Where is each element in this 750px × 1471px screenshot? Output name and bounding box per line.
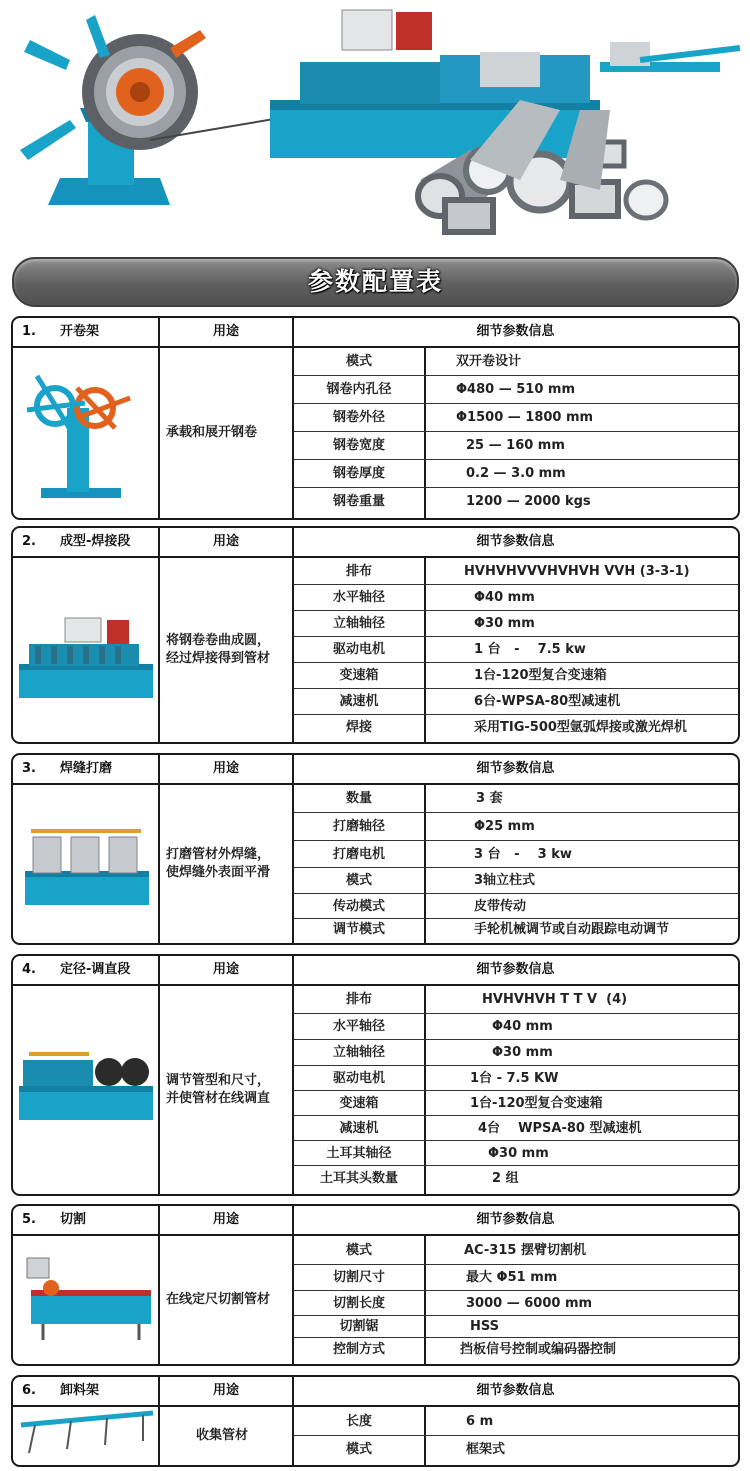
param-row bbox=[294, 1236, 738, 1265]
param-row bbox=[294, 1141, 738, 1166]
param-row bbox=[294, 1407, 738, 1436]
param-key: 减速机 bbox=[339, 694, 379, 709]
param-value: Φ1500 — 1800 mm bbox=[456, 410, 594, 425]
section-number: 2. bbox=[22, 534, 36, 549]
use-header: 用途 bbox=[212, 962, 239, 977]
param-key: 钢卷外径 bbox=[332, 410, 385, 425]
param-value: 框架式 bbox=[466, 1442, 506, 1457]
param-key: 立轴轴径 bbox=[332, 616, 385, 631]
param-value: 6 m bbox=[466, 1414, 494, 1429]
param-value: 3000 — 6000 mm bbox=[466, 1296, 593, 1311]
purpose-text bbox=[160, 986, 291, 1194]
param-key: 钢卷重量 bbox=[332, 494, 385, 509]
param-value: 4台 WPSA-80 型减速机 bbox=[478, 1121, 642, 1136]
section-number: 4. bbox=[22, 962, 36, 977]
param-value: 25 — 160 mm bbox=[466, 438, 565, 453]
section-number: 1. bbox=[22, 324, 36, 339]
details-header: 细节参数信息 bbox=[476, 761, 555, 776]
param-row bbox=[294, 785, 738, 813]
page-title: 参数配置表 bbox=[307, 267, 443, 296]
section-number: 5. bbox=[22, 1212, 36, 1227]
use-header: 用途 bbox=[212, 534, 239, 549]
param-key: 切割锯 bbox=[339, 1319, 379, 1334]
purpose-line: 经过焊接得到管材 bbox=[166, 651, 271, 666]
param-row bbox=[294, 432, 738, 460]
param-key: 土耳其轴径 bbox=[326, 1146, 392, 1161]
details-header: 细节参数信息 bbox=[476, 1212, 555, 1227]
section-uncoiler bbox=[11, 316, 740, 520]
purpose-text bbox=[160, 558, 291, 742]
purpose-text bbox=[160, 1407, 291, 1465]
purpose-text bbox=[160, 1236, 291, 1364]
param-key: 钢卷内孔径 bbox=[326, 382, 392, 397]
uncoiler-illustration bbox=[20, 15, 280, 205]
param-value: 3 套 bbox=[476, 791, 503, 806]
param-value: AC-315 摆臂切割机 bbox=[464, 1243, 586, 1258]
hero-image bbox=[0, 0, 750, 250]
param-value: Φ30 mm bbox=[488, 1146, 549, 1161]
param-key: 长度 bbox=[345, 1414, 372, 1429]
param-row bbox=[294, 585, 738, 611]
param-value: 最大 Φ51 mm bbox=[466, 1270, 558, 1285]
section-number: 6. bbox=[22, 1383, 36, 1398]
param-row bbox=[294, 558, 738, 585]
param-key: 焊接 bbox=[345, 720, 372, 735]
sizing-mill-image bbox=[15, 986, 156, 1192]
param-value: Φ25 mm bbox=[474, 819, 535, 834]
param-row bbox=[294, 1265, 738, 1291]
param-row bbox=[294, 1066, 738, 1091]
param-value: 0.2 — 3.0 mm bbox=[466, 466, 566, 481]
param-key: 水平轴径 bbox=[332, 1019, 385, 1034]
param-key: 传动模式 bbox=[332, 899, 385, 914]
param-value: Φ30 mm bbox=[474, 616, 535, 631]
section-name: 成型-焊接段 bbox=[60, 534, 131, 549]
section-number: 3. bbox=[22, 761, 36, 776]
param-key: 模式 bbox=[345, 354, 372, 369]
grinding-machine-image bbox=[15, 785, 156, 941]
param-value: 挡板信号控制或编码器控制 bbox=[460, 1342, 617, 1357]
param-row bbox=[294, 689, 738, 715]
param-key: 控制方式 bbox=[332, 1342, 385, 1357]
param-row bbox=[294, 348, 738, 376]
param-key: 排布 bbox=[345, 564, 372, 579]
param-value: 采用TIG-500型氩弧焊接或激光焊机 bbox=[474, 720, 687, 735]
purpose-line: 在线定尺切割管材 bbox=[166, 1292, 271, 1307]
param-value: Φ40 mm bbox=[492, 1019, 553, 1034]
param-key: 排布 bbox=[345, 992, 372, 1007]
purpose-line: 使焊缝外表面平滑 bbox=[166, 865, 271, 880]
param-key: 钢卷宽度 bbox=[332, 438, 385, 453]
purpose-text bbox=[160, 785, 291, 943]
param-row bbox=[294, 715, 738, 740]
param-key: 切割长度 bbox=[332, 1296, 385, 1311]
purpose-line: 将钢卷卷曲成圆， bbox=[166, 633, 271, 648]
forming-mill-image bbox=[15, 558, 156, 740]
section-name: 焊缝打磨 bbox=[60, 761, 113, 776]
use-header: 用途 bbox=[212, 324, 239, 339]
param-row bbox=[294, 1436, 738, 1463]
details-header: 细节参数信息 bbox=[476, 1383, 555, 1398]
cutting-machine-image bbox=[15, 1236, 156, 1362]
param-row bbox=[294, 1166, 738, 1192]
param-row bbox=[294, 919, 738, 941]
param-value: Φ40 mm bbox=[474, 590, 535, 605]
param-row bbox=[294, 894, 738, 919]
details-header: 细节参数信息 bbox=[476, 962, 555, 977]
param-value: 1200 — 2000 kgs bbox=[466, 494, 591, 509]
purpose-line: 收集管材 bbox=[196, 1428, 249, 1443]
param-key: 水平轴径 bbox=[332, 590, 385, 605]
param-key: 钢卷厚度 bbox=[332, 466, 385, 481]
purpose-line: 调节管型和尺寸， bbox=[166, 1073, 271, 1088]
param-value: HVHVHVH T T V (4) bbox=[482, 992, 628, 1007]
title-banner bbox=[12, 257, 739, 307]
param-row bbox=[294, 813, 738, 841]
section-weld-grinding bbox=[11, 753, 740, 945]
use-header: 用途 bbox=[212, 761, 239, 776]
param-key: 打磨电机 bbox=[332, 847, 385, 862]
purpose-line: 打磨管材外焊缝， bbox=[166, 847, 271, 862]
param-key: 切割尺寸 bbox=[332, 1270, 385, 1285]
param-row bbox=[294, 1091, 738, 1116]
section-name: 定径-调直段 bbox=[60, 962, 131, 977]
param-row bbox=[294, 1116, 738, 1141]
param-row bbox=[294, 1040, 738, 1066]
purpose-line: 承载和展开钢卷 bbox=[166, 425, 258, 440]
param-value: 3轴立柱式 bbox=[474, 873, 536, 888]
param-value: 3 台 - 3 kw bbox=[474, 847, 572, 862]
param-key: 驱动电机 bbox=[332, 642, 385, 657]
param-value: 1台-120型复合变速箱 bbox=[474, 668, 607, 683]
param-key: 变速箱 bbox=[339, 668, 379, 683]
param-value: 手轮机械调节或自动跟踪电动调节 bbox=[474, 922, 670, 937]
param-row bbox=[294, 637, 738, 663]
production-line-illustration bbox=[0, 0, 750, 250]
param-row bbox=[294, 611, 738, 637]
param-row bbox=[294, 376, 738, 404]
param-value: 皮带传动 bbox=[474, 899, 527, 914]
param-key: 打磨轴径 bbox=[332, 819, 385, 834]
purpose-line: 并使管材在线调直 bbox=[166, 1091, 271, 1106]
details-header: 细节参数信息 bbox=[476, 534, 555, 549]
param-value: 1 台 - 7.5 kw bbox=[474, 642, 586, 657]
param-row bbox=[294, 404, 738, 432]
param-row bbox=[294, 460, 738, 488]
param-key: 土耳其头数量 bbox=[319, 1171, 398, 1186]
section-cutting bbox=[11, 1204, 740, 1366]
param-value: 双开卷设计 bbox=[456, 354, 522, 369]
param-key: 模式 bbox=[345, 1442, 372, 1457]
uncoiler-image bbox=[15, 348, 156, 516]
param-value: 1台-120型复合变速箱 bbox=[470, 1096, 603, 1111]
section-name: 卸料架 bbox=[60, 1383, 100, 1398]
section-name: 切割 bbox=[60, 1212, 87, 1227]
section-name: 开卷架 bbox=[60, 324, 100, 339]
section-unloading-rack bbox=[11, 1375, 740, 1467]
param-key: 调节模式 bbox=[332, 922, 385, 937]
use-header: 用途 bbox=[212, 1383, 239, 1398]
param-row bbox=[294, 1014, 738, 1040]
purpose-text bbox=[160, 348, 291, 518]
param-row bbox=[294, 1291, 738, 1316]
param-key: 模式 bbox=[345, 1243, 372, 1258]
param-key: 数量 bbox=[345, 791, 372, 806]
param-row bbox=[294, 1316, 738, 1338]
param-key: 驱动电机 bbox=[332, 1071, 385, 1086]
use-header: 用途 bbox=[212, 1212, 239, 1227]
param-value: Φ30 mm bbox=[492, 1045, 553, 1060]
param-value: HVHVHVVVHVHVH VVH (3-3-1) bbox=[464, 564, 690, 579]
param-row bbox=[294, 488, 738, 516]
param-key: 模式 bbox=[345, 873, 372, 888]
param-row bbox=[294, 841, 738, 868]
unloading-rack-image bbox=[15, 1407, 156, 1463]
param-row bbox=[294, 986, 738, 1014]
param-value: 1台 - 7.5 KW bbox=[470, 1071, 559, 1086]
param-key: 变速箱 bbox=[339, 1096, 379, 1111]
param-row bbox=[294, 663, 738, 689]
details-header: 细节参数信息 bbox=[476, 324, 555, 339]
param-value: 2 组 bbox=[492, 1171, 519, 1186]
param-key: 立轴轴径 bbox=[332, 1045, 385, 1060]
param-key: 减速机 bbox=[339, 1121, 379, 1136]
param-row bbox=[294, 868, 738, 894]
param-value: Φ480 — 510 mm bbox=[456, 382, 575, 397]
param-row bbox=[294, 1338, 738, 1362]
section-forming-welding bbox=[11, 526, 740, 744]
param-value: HSS bbox=[470, 1319, 500, 1334]
section-sizing-straightening bbox=[11, 954, 740, 1196]
param-value: 6台-WPSA-80型减速机 bbox=[474, 694, 621, 709]
